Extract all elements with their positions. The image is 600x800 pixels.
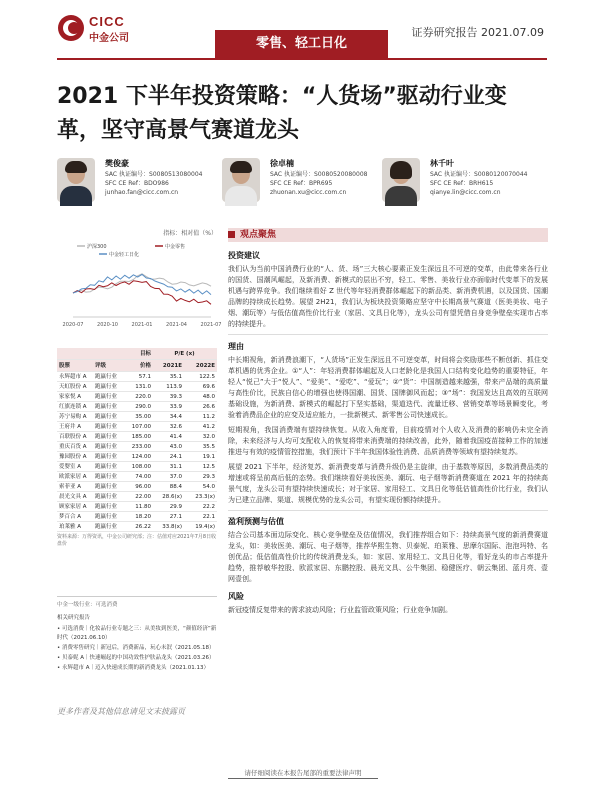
col-price: 价格 [139,363,151,369]
cell-2022e: 19.1 [202,454,215,460]
cell-rating: 跑赢行业 [95,384,118,390]
table-row [57,432,217,442]
analyst-sac: SAC 执证编号：S0080120070044 [430,171,528,178]
table-super-header [57,348,217,360]
analyst-email[interactable]: qianye.lin@cicc.com.cn [430,189,501,196]
table-row [57,482,217,492]
legend-label: 中金零售 [165,244,186,250]
related-item[interactable]: • 可选消费｜化妆品行业专题之三：从美妆到医美，“颜值经济”新时代（2021.06.10） [57,626,217,641]
legal-footer[interactable]: 请仔细阅读在本报告尾部的重要法律声明 [228,768,378,779]
section-header [228,228,548,242]
sector-label: 零售、轻工日化 [215,30,388,58]
header-divider [57,58,547,60]
related-research [57,596,217,674]
cell-2021e: 27.1 [169,514,182,520]
cell-rating: 跑赢行业 [95,424,118,430]
report-title: 2021 下半年投资策略：“人货场”驱动行业变革，坚守高景气赛道龙头 [57,84,507,143]
cell-2021e: 37.0 [169,474,182,480]
sidebar [57,228,222,331]
cell-price: 108.00 [131,464,151,470]
cell-price: 107.00 [131,424,151,430]
cell-2021e: 34.4 [169,414,182,420]
cell-stock: 顾家家居 A [59,504,87,510]
x-tick-label: 2021-01 [131,322,153,328]
cell-stock: 永辉超市 A [59,374,87,380]
analyst-email[interactable]: zhuonan.xu@cicc.com.cn [270,189,347,196]
analyst-sfc: SFC CE Ref：BDO986 [105,180,169,187]
avatar [57,158,95,202]
cell-2022e: 22.2 [202,504,215,510]
cell-2022e: 54.0 [202,484,215,490]
block-text: 结合公司基本面边际变化、核心竞争壁垒及估值情况，我们推荐组合如下：持续高景气度的新消费赛道龙头，如：美妆医美、潮玩、电子烟等，推荐华熙生物、贝泰妮、珀莱雅、思摩尔国际、泡泡玛特、名创优品；低估值高性价比的传统消费龙头，如：家居、家用轻工、文具日化等，看好龙头的市占率提升趋势，推荐敏华控股、欧派家居、东鹏控股、晨光文具、公牛集团、稳健医疗、朝云集团、蓝月亮、壹网壹创。 [228,531,548,583]
cell-stock: 珀莱雅 A [59,524,82,530]
cell-2022e: 23.3(x) [195,494,215,500]
table-row [57,422,217,432]
cell-2021e: 35.1 [169,374,182,380]
section-title: 观点聚焦 [240,230,277,240]
col-stock: 股票 [59,363,71,369]
analyst-name: 徐卓楠 [270,159,294,168]
cell-price: 26.22 [135,524,151,530]
legend-label: 沪深300 [87,244,107,250]
related-item[interactable]: • 消费零售研究｜新冠后，消费新品，玩心未泯（2021.05.18） [57,645,215,651]
cell-2022e: 32.0 [202,434,215,440]
table-header [57,360,217,372]
col-2022e: 2022E [195,363,215,369]
cell-price: 18.20 [135,514,151,520]
cell-2022e: 26.6 [202,404,215,410]
cell-stock: 家家悦 A [59,394,82,400]
section-marker-icon [228,231,235,238]
cell-rating: 跑赢行业 [95,484,118,490]
table-row [57,522,217,532]
table-row [57,442,217,452]
cell-price: 220.0 [135,394,151,400]
block-text: 我们认为当前中国消费行业的“人、货、场”三大核心要素正发生深远且不可逆的变革，由此带来各行业的国货、国潮风崛起，及新消费、新模式的层出不穷，轻工、零售、美妆行业亦面临时代变革下的发展机遇与跨界竞争。我们继续看好 Z 世代等年轻消费群体崛起下的新品类、新消费机遇，以及国货、国潮品牌的持续成长趋势。展望 2H21，我们认为板块投资策略应坚守中长期高景气赛道（医美美妆、电子烟、潮玩等）与低估值高性价比行业（家居、文具日化等），龙头公司有望凭借自身竞争壁垒实现市占率的持续提升。 [228,265,548,328]
cell-2021e: 88.4 [169,484,182,490]
table-row [57,392,217,402]
block-heading: 投资建议 [228,251,260,260]
cell-stock: 欧派家居 A [59,474,87,480]
cell-2022e: 22.1 [202,514,215,520]
cell-rating: 跑赢行业 [95,464,118,470]
cell-price: 185.00 [131,434,151,440]
cell-rating: 跑赢行业 [95,414,118,420]
avatar [382,158,420,202]
cell-rating: 跑赢行业 [95,404,118,410]
col-2021e: 2021E [162,363,182,369]
cell-2021e: 32.6 [169,424,182,430]
analyst-sfc: SFC CE Ref：BRH615 [430,180,494,187]
cell-rating: 跑赢行业 [95,374,118,380]
cell-2021e: 28.6(x) [162,494,182,500]
related-item[interactable]: • 贝泰妮 A｜快速崛起的中国功效性护肤品龙头（2021.03.26） [57,655,215,661]
cell-rating: 跑赢行业 [95,504,118,510]
block-heading: 理由 [228,341,244,351]
x-tick-label: 2021-07 [200,322,222,328]
more-info-note: 更多作者及其他信息请见文末披露页 [57,707,185,716]
cell-2022e: 11.2 [202,414,215,420]
avatar [222,158,260,202]
analyst-name: 樊俊豪 [105,159,129,168]
cell-2022e: 122.5 [199,374,215,380]
analyst-sac: SAC 执证编号：S0080520080008 [270,171,368,178]
cell-stock: 百联股份 A [59,434,87,440]
table-row [57,402,217,412]
cell-2021e: 29.9 [169,504,182,510]
cell-stock: 重庆百货 A [59,444,87,450]
cell-stock: 苏宁易购 A [59,414,87,420]
block-heading: 盈利预测与估值 [228,517,284,526]
series-line [73,281,211,305]
cell-2021e: 31.1 [169,464,182,470]
cell-stock: 王府井 A [59,424,82,430]
report-header [0,0,600,60]
cell-rating: 跑赢行业 [95,514,118,520]
cicc-logo-icon [57,14,85,42]
related-intro: 相关研究报告 [57,615,91,621]
cell-price: 96.00 [135,484,151,490]
cell-rating: 跑赢行业 [95,454,118,460]
table-row [57,462,217,472]
cell-price: 11.80 [135,504,151,510]
block-text: 展望 2021 下半年，经济复苏、新消费变革与消费升级仍是主旋律，由于基数等原因，多数消费品类的增速或将呈前高后低的态势。我们继续看好美妆医美、潮玩、电子烟等新消费赛道在 2021 年的持续高景气度，龙头公司有望持续快速成长；对于家居、家用轻工、文具日化等低估值高性价比行业，我们认为已建立品牌、渠道、规模优势的龙头公司，有望实现份额持续提升。 [228,462,548,504]
analyst-card [57,158,227,218]
cell-price: 124.00 [131,454,151,460]
cell-price: 290.0 [135,404,151,410]
analyst-sfc: SFC CE Ref：BPR695 [270,180,333,187]
cell-rating: 跑赢行业 [95,494,118,500]
block-text: 中长期视角，新消费浪潮下，“人货场”正发生深远且不可逆变革，时间将会奖励那些不断创新、抓住变革机遇的优秀企业。①“人”：年轻消费群体崛起及人口老龄化是我国人口结构变化趋势的重要特征，年轻人“悦己”大于“悦人”、“爱美”、“爱吃”、“爱玩”；②“货”：中国制造越来越强，带来产品端的高质量与高性价比，民族自信心的增强也使得国潮、国货、国牌御风而起；③“场”：我国发达且高效的互联网基础设施，为新消费、新模式的崛起打下坚实基础，渠道迭代、流量迁移、营销变革等场景瞬变化，考验着消费品企业的应变及适应能力，一批新模式、新零售公司快速成长。 [228,355,548,419]
divider [228,334,548,335]
cell-rating: 跑赢行业 [95,434,118,440]
stock-table [57,348,217,548]
analyst-sac: SAC 执证编号：S0080513080004 [105,171,203,178]
table-row [57,382,217,392]
analyst-card [222,158,392,218]
cell-rating: 跑赢行业 [95,474,118,480]
analyst-card [382,158,552,218]
table-row [57,372,217,382]
cell-stock: 晨光文具 A [59,494,87,500]
cell-2021e: 43.0 [169,444,182,450]
analyst-list [57,158,547,218]
chart-note: 指标：相对值（%） [163,230,217,237]
cell-2021e: 33.9 [169,404,182,410]
table-source: 资料来源：万得资讯，中金公司研究部；注：估值对应2021年7月8日收盘价 [57,534,217,547]
target-header: 目标 [139,351,151,357]
table-row [57,452,217,462]
cell-price: 74.00 [135,474,151,480]
main-content [228,228,548,620]
cell-2022e: 35.5 [202,444,215,450]
cell-stock: 豫园股份 A [59,454,87,460]
divider [228,510,548,511]
cell-stock: 梦百合 A [59,514,82,520]
series-line [73,274,211,294]
x-tick-label: 2020-07 [62,322,84,328]
cell-stock: 红旗连锁 A [59,404,87,410]
cell-price: 131.0 [135,384,151,390]
legend-label: 中金轻工日化 [109,252,140,258]
cell-rating: 跑赢行业 [95,394,118,400]
col-rating: 评级 [95,363,107,369]
performance-chart [57,239,222,331]
table-row [57,502,217,512]
report-meta: 证券研究报告 2021.07.09 [411,26,544,39]
cell-2022e: 48.0 [202,394,215,400]
table-row [57,492,217,502]
cell-2021e: 41.4 [169,434,182,440]
cicc-logo [57,12,157,46]
cell-rating: 跑赢行业 [95,444,118,450]
industry-caption: 中金一级行业：可选消费 [57,596,217,610]
cell-price: 22.00 [135,494,151,500]
pe-header: P/E (x) [174,351,195,357]
cell-price: 57.1 [138,374,151,380]
cell-stock: 索菲亚 A [59,484,82,490]
table-row [57,512,217,522]
cell-price: 35.00 [135,414,151,420]
cell-stock: 爱婴室 A [59,464,82,470]
logo-text-cn: 中金公司 [89,33,129,44]
x-tick-label: 2021-04 [166,322,187,328]
block-heading: 风险 [228,592,244,601]
cell-rating: 跑赢行业 [95,524,118,530]
block-text: 新冠疫情反复带来的需求波动风险；行业监管政策风险；行业竞争加剧。 [228,606,452,614]
cell-2022e: 41.2 [202,424,215,430]
cell-2022e: 19.4(x) [195,524,215,530]
related-item[interactable]: • 永辉超市 A｜迈入快速成长期的新消费龙头（2021.01.13） [57,665,209,671]
logo-text-en: CICC [89,14,125,29]
cell-2022e: 12.5 [202,464,215,470]
block-text: 短期视角，我国消费端有望持续恢复。从收入角度看，目前疫情对个人收入及消费的影响仍未完全消除，未来经济与人均可支配收入的恢复将带来消费端的持续改善，此外，随着我国疫苗接种工作的加速推进与有效的疫情管控措施，我们预计下半年我国体验性消费、品质消费等领域有望持续复苏。 [228,425,548,456]
cell-stock: 天虹股份 A [59,384,87,390]
performance-chart-svg [57,239,222,331]
x-tick-label: 2020-10 [97,322,118,328]
cell-price: 233.00 [131,444,151,450]
cell-2021e: 33.8(x) [162,524,182,530]
cell-2021e: 24.1 [169,454,182,460]
cell-2022e: 29.3 [202,474,215,480]
cell-2021e: 39.3 [169,394,182,400]
cell-2022e: 69.6 [202,384,215,390]
table-row [57,412,217,422]
cell-2021e: 113.9 [166,384,182,390]
analyst-name: 林千叶 [430,159,454,168]
table-row [57,472,217,482]
analyst-email[interactable]: junhao.fan@cicc.com.cn [105,189,179,196]
